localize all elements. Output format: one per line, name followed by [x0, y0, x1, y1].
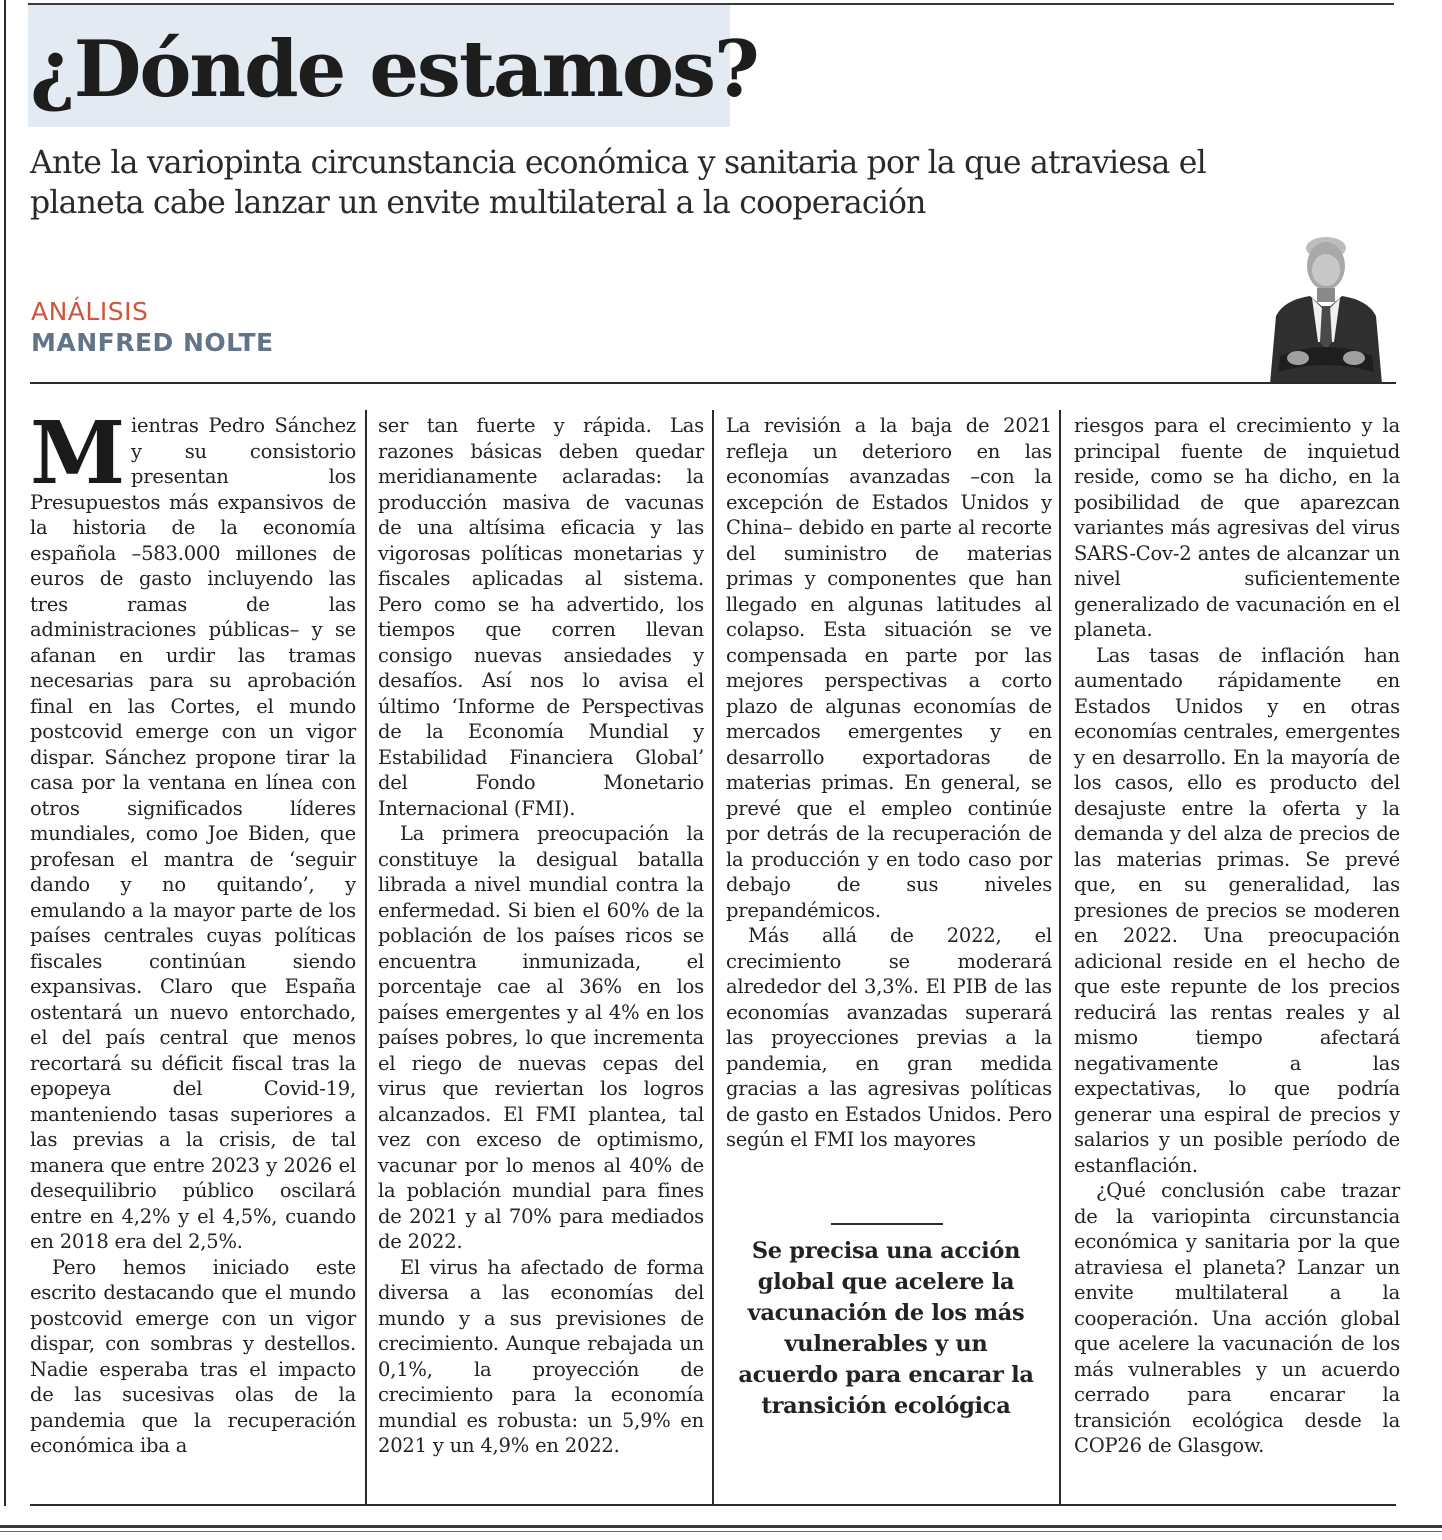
paragraph: Pero hemos iniciado este escrito destacando que el mundo postcovid emerge con un vigor dispar, con sombras y destellos. Nadie esperaba tras el impacto de las sucesivas olas de la pandemia que la recuperación económica iba a — [30, 1255, 356, 1457]
article-column-3 — [726, 413, 1052, 1153]
paragraph — [30, 403, 356, 1255]
paragraph: ¿Qué conclusión cabe trazar de la variopinta circunstancia económica y sanitaria por la que atraviesa el planeta? Lanzar un envite multilateral a la cooperación. Una acción global que acelere la vacunación de los más vulnerables y un acuerdo cerrado para encarar la transición ecológica desde la COP26 de Glasgow. — [1074, 1179, 1400, 1457]
article-column-1 — [30, 403, 356, 1459]
column-divider — [712, 410, 714, 1505]
page-left-rule — [4, 0, 6, 1506]
bottom-rule — [30, 1504, 1396, 1506]
author-name: MANFRED NOLTE — [31, 328, 274, 357]
page-bottom-rule-thin — [0, 1531, 1442, 1532]
article-column-4 — [1074, 413, 1400, 1459]
article-column-2 — [378, 413, 704, 1459]
paragraph: Las tasas de inflación han aumentado rápidamente en Estados Unidos y en otras economías centrales, emergentes y en desarrollo. En la mayoría de los casos, ello es producto del desajuste entre la oferta y la demanda y del alza de precios de las materias primas. Se prevé que, en su generalidad, las presiones de precios se moderen en 2022. Una preocupación adicional reside en el hecho de que este repunte de los precios reducirá las rentas reales y al mismo tiempo afectará negativamente a las expectativas, lo que podría generar una espiral de precios y salarios y un posible período de estanflación. — [1074, 643, 1400, 1177]
paragraph-text: ientras Pedro Sánchez y su consistorio presentan los Presupuestos más expansivos de la historia de la economía española –583.000 millones de euros de gasto incluyendo las tres ramas de las administraciones públicas– y se afanan en urdir las tramas necesarias para su aprobación final en las Cortes, el mundo postcovid emerge con un vigor dispar. Sánchez propone tirar la casa por la ventana en línea con otros significados líderes mundiales, como Joe Biden, que profesan el mantra de ‘seguir dando y no quitando’, y emulando a la mayor parte de los países centrales cuyas políticas fiscales continúan siendo expansivas. Claro que España ostentará un nuevo entorchado, el del país central que menos recortará su déficit fiscal tras la epopeya del Covid-19, manteniendo tasas superiores a las previas a la crisis, de tal manera que entre 2023 y 2026 el desequilibrio público oscilará entre en 4,2% y el 4,5%, cuando en 2018 era del 2,5%. — [30, 414, 356, 1253]
subheadline: Ante la variopinta circunstancia económica y sanitaria por la que atraviesa el planeta cabe lanzar un envite multilateral a la cooperación — [30, 145, 1206, 221]
page-bottom-rule — [0, 1525, 1442, 1528]
author-portrait-icon — [1262, 230, 1390, 384]
paragraph: La revisión a la baja de 2021 refleja un deterioro en las economías avanzadas –con la excepción de Estados Unidos y China– debido en parte al recorte del suministro de materias primas y componentes que han llegado en algunas latitudes al colapso. Esta situación se ve compensada en parte por las mejores perspectivas a corto plazo de algunas economías de mercados emergentes y en desarrollo exportadoras de materias primas. En general, se prevé que el empleo continúe por detrás de la recuperación de la producción y en todo caso por debajo de sus niveles prepandémicos. — [726, 414, 1052, 922]
drop-cap: M — [30, 403, 125, 504]
page-title: ¿Dónde estamos? — [30, 24, 758, 115]
pullquote-rule — [831, 1223, 943, 1225]
paragraph: ser tan fuerte y rápida. Las razones básicas deben quedar meridianamente aclaradas: la producción masiva de vacunas de una altísima eficacia y las vigorosas políticas monetarias y fiscales aplicadas al sistema. Pero como se ha advertido, los tiempos que corren llevan consigo nuevas ansiedades y desafíos. Así nos lo avisa el último ‘Informe de Perspectivas de la Economía Mundial y Estabilidad Financiera Global’ del Fondo Monetario Internacional (FMI). — [378, 414, 704, 820]
paragraph: El virus ha afectado de forma diversa a las economías del mundo y a sus previsiones de crecimiento. Aunque rebajada un 0,1%, la proyección de crecimiento para la economía mundial es robusta: un 5,9% en 2021 y un 4,9% en 2022. — [378, 1255, 704, 1457]
paragraph: Más allá de 2022, el crecimiento se moderará alrededor del 3,3%. El PIB de las economías avanzadas superará las proyecciones previas a la pandemia, en gran medida gracias a las agresivas políticas de gasto en Estados Unidos. Pero según el FMI los mayores — [726, 924, 1052, 1151]
column-divider — [365, 410, 367, 1505]
section-label: ANÁLISIS — [31, 297, 149, 326]
pullquote: Se precisa una acción global que acelere la vacunación de los más vulnerables y un acuerdo para encarar la transición ecológica — [738, 1238, 1034, 1419]
header-divider — [30, 382, 1396, 384]
column-divider — [1059, 410, 1061, 1505]
paragraph: La primera preocupación la constituye la desigual batalla librada a nivel mundial contra la enfermedad. Si bien el 60% de la población de los países ricos se encuentra inmunizada, el porcentaje cae al 36% en los países emergentes y al 4% en los países pobres, lo que incrementa el riego de nuevas cepas del virus que reviertan los logros alcanzados. El FMI plantea, tal vez con exceso de optimismo, vacunar por lo menos al 40% de la población mundial para fines de 2021 y al 70% para mediados de 2022. — [378, 822, 704, 1253]
paragraph: riesgos para el crecimiento y la principal fuente de inquietud reside, como se ha dicho, en la posibilidad de que aparezcan variantes más agresivas del virus SARS-Cov-2 antes de alcanzar un nivel suficientemente generalizado de vacunación en el planeta. — [1074, 414, 1400, 641]
